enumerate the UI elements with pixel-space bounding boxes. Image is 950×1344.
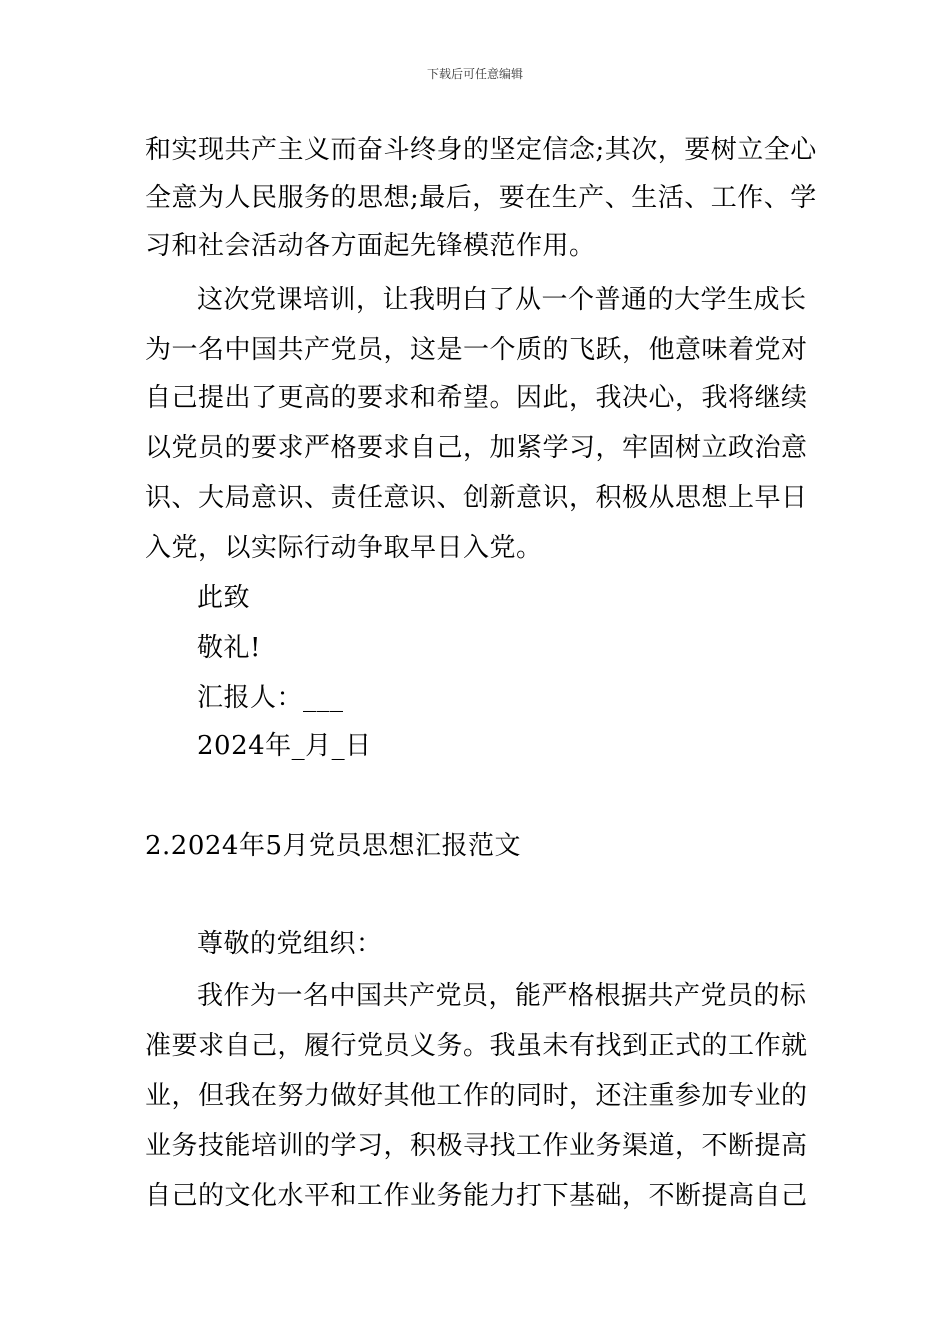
paragraph-line: 这次党课培训，让我明白了从一个普通的大学生成长 [197, 285, 807, 315]
paragraph-line: 自己提出了更高的要求和希望。因此，我决心，我将继续 [145, 383, 808, 413]
paragraph-line: 入党，以实际行动争取早日入党。 [145, 533, 543, 563]
paragraph-line: 业务技能培训的学习，积极寻找工作业务渠道，不断提高 [145, 1131, 808, 1161]
paragraph-line: 识、大局意识、责任意识、创新意识，积极从思想上早日 [145, 483, 808, 513]
page-header-note: 下载后可任意编辑 [426, 67, 523, 81]
paragraph-line: 业，但我在努力做好其他工作的同时，还注重参加专业的 [145, 1081, 808, 1111]
paragraph-line: 全意为人民服务的思想;最后，要在生产、生活、工作、学 [145, 183, 817, 213]
date-line: 2024年_月_日 [197, 731, 372, 761]
paragraph-line: 习和社会活动各方面起先锋模范作用。 [145, 231, 596, 261]
paragraph-line: 和实现共产主义而奋斗终身的坚定信念;其次，要树立全心 [145, 135, 817, 165]
paragraph-line: 我作为一名中国共产党员，能严格根据共产党员的标 [197, 981, 807, 1011]
letter-greeting: 尊敬的党组织： [197, 929, 383, 959]
paragraph-line: 为一名中国共产党员，这是一个质的飞跃，他意味着党对 [145, 335, 808, 365]
paragraph-line: 准要求自己，履行党员义务。我虽未有找到正式的工作就 [145, 1031, 808, 1061]
paragraph-line: 自己的文化水平和工作业务能力打下基础，不断提高自己 [145, 1181, 808, 1211]
paragraph-line: 以党员的要求严格要求自己，加紧学习，牢固树立政治意 [145, 433, 808, 463]
letter-salute: 敬礼! [197, 633, 261, 663]
reporter-line: 汇报人：___ [197, 683, 344, 713]
letter-closing: 此致 [197, 583, 251, 613]
section-title: 2.2024年5月党员思想汇报范文 [145, 831, 522, 861]
